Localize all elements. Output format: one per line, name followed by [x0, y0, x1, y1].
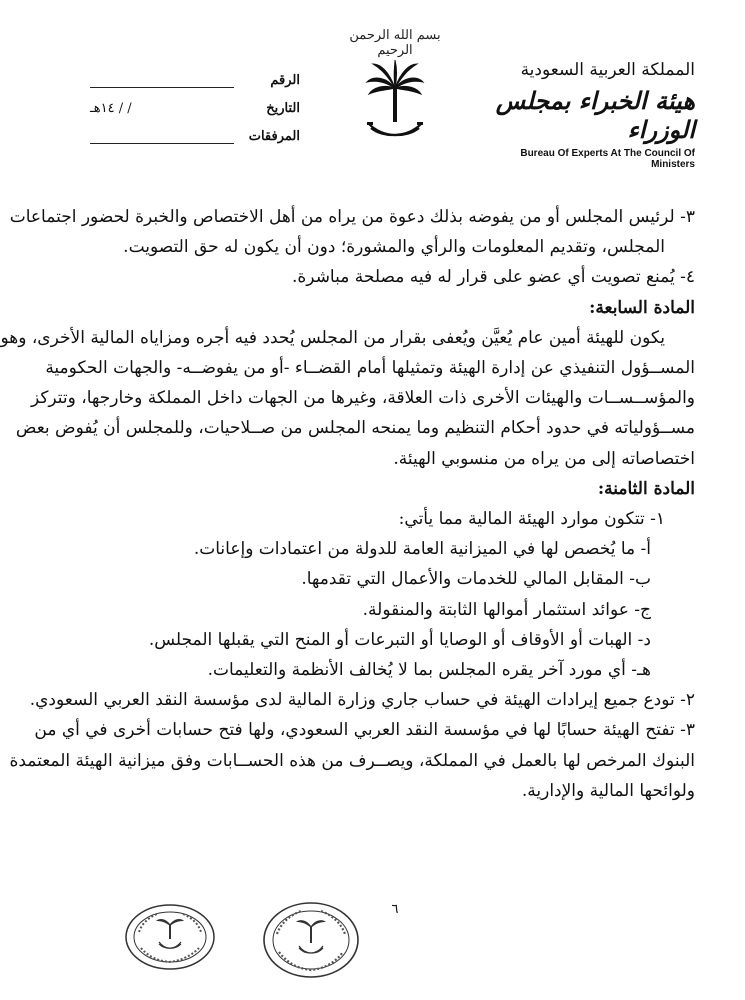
text-line: المجلس، وتقديم المعلومات والرأي والمشورة؛ دون أن يكون له حق التصويت.: [123, 237, 665, 258]
number-field: [90, 66, 300, 94]
list-item: د- الهبات أو الأوقاف أو الوصايا أو التبرعات أو المنح التي يقبلها المجلس.: [148, 629, 651, 650]
paragraph-line: اختصاصاته إلى من يراه من منسوبي الهيئة.: [393, 448, 695, 469]
bureau-name-arabic: هيئة الخبراء بمجلس الوزراء: [495, 86, 695, 144]
attachments-line: [90, 129, 234, 144]
list-item: أ- ما يُخصص لها في الميزانية العامة للدولة من اعتمادات وإعانات.: [193, 539, 651, 560]
issuer-block: [475, 60, 695, 170]
letterhead: [45, 0, 745, 170]
basmala: بسم الله الرحمن الرحيم: [349, 28, 441, 58]
document-body: [0, 202, 695, 806]
paragraph-line: والمؤســســات والهيئات الأخرى ذات العلاقة، وغيرها من الجهات داخل المملكة وخارجها، وتتركز: [30, 388, 695, 409]
list-item: البنوك المرخص لها بالعمل في المملكة، ويصــرف من هذه الحســابات وفق ميزانية الهيئة المعتمدة: [9, 750, 695, 771]
list-item: ج- عوائد استثمار أموالها الثابتة والمنقولة.: [362, 599, 651, 620]
page-number: ٦: [391, 902, 399, 917]
date-label: التاريخ: [266, 100, 300, 116]
kingdom-name: المملكة العربية السعودية: [520, 60, 695, 80]
list-item: هـ- أي مورد آخر يقره المجلس بما لا يُخالف الأنظمة والتعليمات.: [207, 660, 651, 681]
reference-fields: [90, 66, 300, 150]
attachments-field: [90, 122, 300, 150]
list-item: ٢- تودع جميع إيرادات الهيئة في حساب جاري وزارة المالية لدى مؤسسة النقد العربي السعودي.: [29, 690, 695, 711]
article-heading: المادة السابعة:: [589, 297, 695, 318]
date-value: / / ١٤هـ: [90, 100, 132, 116]
paragraph-line: مســؤولياته في حدود أحكام التنظيم وما يمنحه المجلس من صــلاحيات، وللمجلس أن يُفوض بعض: [15, 418, 695, 439]
attachments-label: المرفقات: [248, 128, 300, 144]
bureau-name-english: Bureau Of Experts At The Council Of Ministers: [520, 148, 695, 170]
date-field: [90, 94, 300, 122]
list-item: ٣- تفتح الهيئة حسابًا لها في مؤسسة النقد العربي السعودي، ولها فتح حسابات أخرى في أي من: [34, 720, 695, 741]
official-seal-icon: [261, 900, 361, 980]
number-line: [90, 73, 234, 88]
paragraph-line: المســؤول التنفيذي عن إدارة الهيئة وتمثيلها أمام القضــاء -أو من يفوضــه- والجهات الحكومية: [45, 358, 695, 379]
article-heading: المادة الثامنة:: [597, 478, 695, 499]
list-item: ولوائحها المالية والإدارية.: [521, 780, 695, 801]
number-label: الرقم: [270, 72, 300, 88]
list-item: ب- المقابل المالي للخدمات والأعمال التي تقدمها.: [301, 569, 651, 590]
list-item: ١- تتكون موارد الهيئة المالية مما يأتي:: [398, 509, 665, 530]
text-line: ٣- لرئيس المجلس أو من يفوضه بذلك دعوة من يراه من أهل الاختصاص والخبرة لحضور اجتماعات: [9, 207, 695, 227]
official-seal-icon: [123, 902, 217, 972]
paragraph-line: يكون للهيئة أمين عام يُعيَّن ويُعفى بقرار من المجلس يُحدد فيه أجره ومزاياه المالية الأخرى، وهو: [0, 327, 665, 348]
text-line: ٤- يُمنع تصويت أي عضو على قرار له فيه مصلحة مباشرة.: [292, 267, 695, 288]
saudi-emblem-icon: [363, 58, 427, 146]
